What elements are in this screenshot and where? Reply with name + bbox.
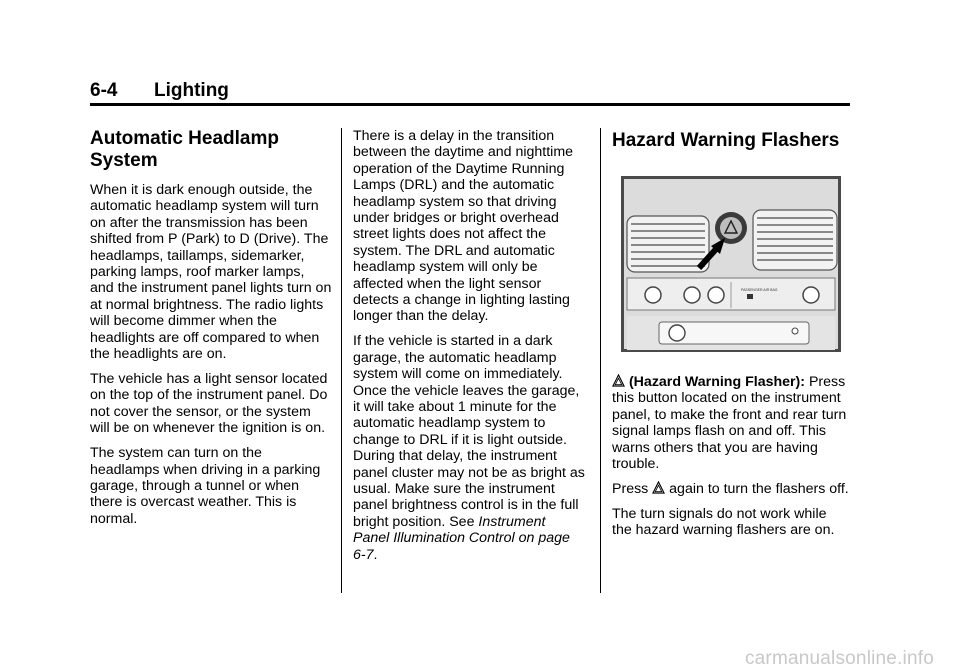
paragraph: The vehicle has a light sensor located on the top of the instrument panel. Do not cover the sensor, or the system will be on whenever the ignition is on. [90, 370, 328, 437]
paragraph: There is a delay in the transition between the daytime and nighttime operation of the Daytime Running Lamps (DRL) and the automatic headlamp system so that driving under bridges or bright overhead street lights does not affect the system. The DRL and automatic headlamp system will only be affected when the light sensor detects a change in lighting lasting longer than the delay. [353, 128, 574, 325]
column-divider [600, 128, 601, 593]
column-divider [341, 128, 342, 593]
page-header [90, 80, 850, 104]
watermark-text: carmanualsonline.info [744, 648, 934, 669]
paragraph: The system can turn on the headlamps when driving in a parking garage, through a tunnel or when there is overcast weather. This is normal. [90, 445, 321, 527]
heading-automatic-headlamp: Automatic Headlamp System [90, 128, 279, 171]
hazard-triangle-icon [652, 481, 665, 494]
watermark [0, 648, 960, 672]
hazard-triangle-icon [612, 374, 625, 387]
paragraph: If the vehicle is started in a dark garage, the automatic headlamp system will come on immediately. Once the vehicle leaves the garage, it will take about 1 minute for the automatic headlamp system to change to DRL if it is light outside. During that delay, the instrument panel cluster may not be as bright as usual. Make sure the instrument panel brightness control is in the full bright position. See Instrument Panel Illumination Control on page 6-7. [353, 333, 585, 563]
heading-hazard-warning-flashers: Hazard Warning Flashers [612, 130, 840, 151]
page-number: 6-4 [90, 80, 118, 101]
paragraph: The turn signals do not work while the hazard warning flashers are on. [612, 505, 835, 539]
passenger-airbag-label: PASSENGER AIR BAG [741, 288, 778, 292]
cross-reference-link[interactable]: Instrument Panel Illumination Control on page 6-7 [353, 513, 570, 563]
paragraph: Press again to turn the flashers off. [612, 480, 849, 497]
header-rule [90, 103, 850, 106]
paragraph: When it is dark enough outside, the automatic headlamp system will turn on after the transmission has been shifted from P (Park) to D (Drive). The headlamps, taillamps, sidemarker, parking lamps, roof marker lamps, and the instrument panel lights turn on at normal brightness. The radio lights will become dimmer when the headlights are off compared to when the headlights are on. [90, 182, 332, 363]
section-title: Lighting [154, 80, 229, 101]
column-left [90, 128, 332, 536]
column-middle [353, 128, 585, 572]
instrument-panel-figure [621, 176, 841, 352]
paragraph: (Hazard Warning Flasher): Press this button located on the instrument panel, to make the front and rear turn signal lamps flash on and off. This warns others that you are having trouble. [612, 374, 847, 473]
